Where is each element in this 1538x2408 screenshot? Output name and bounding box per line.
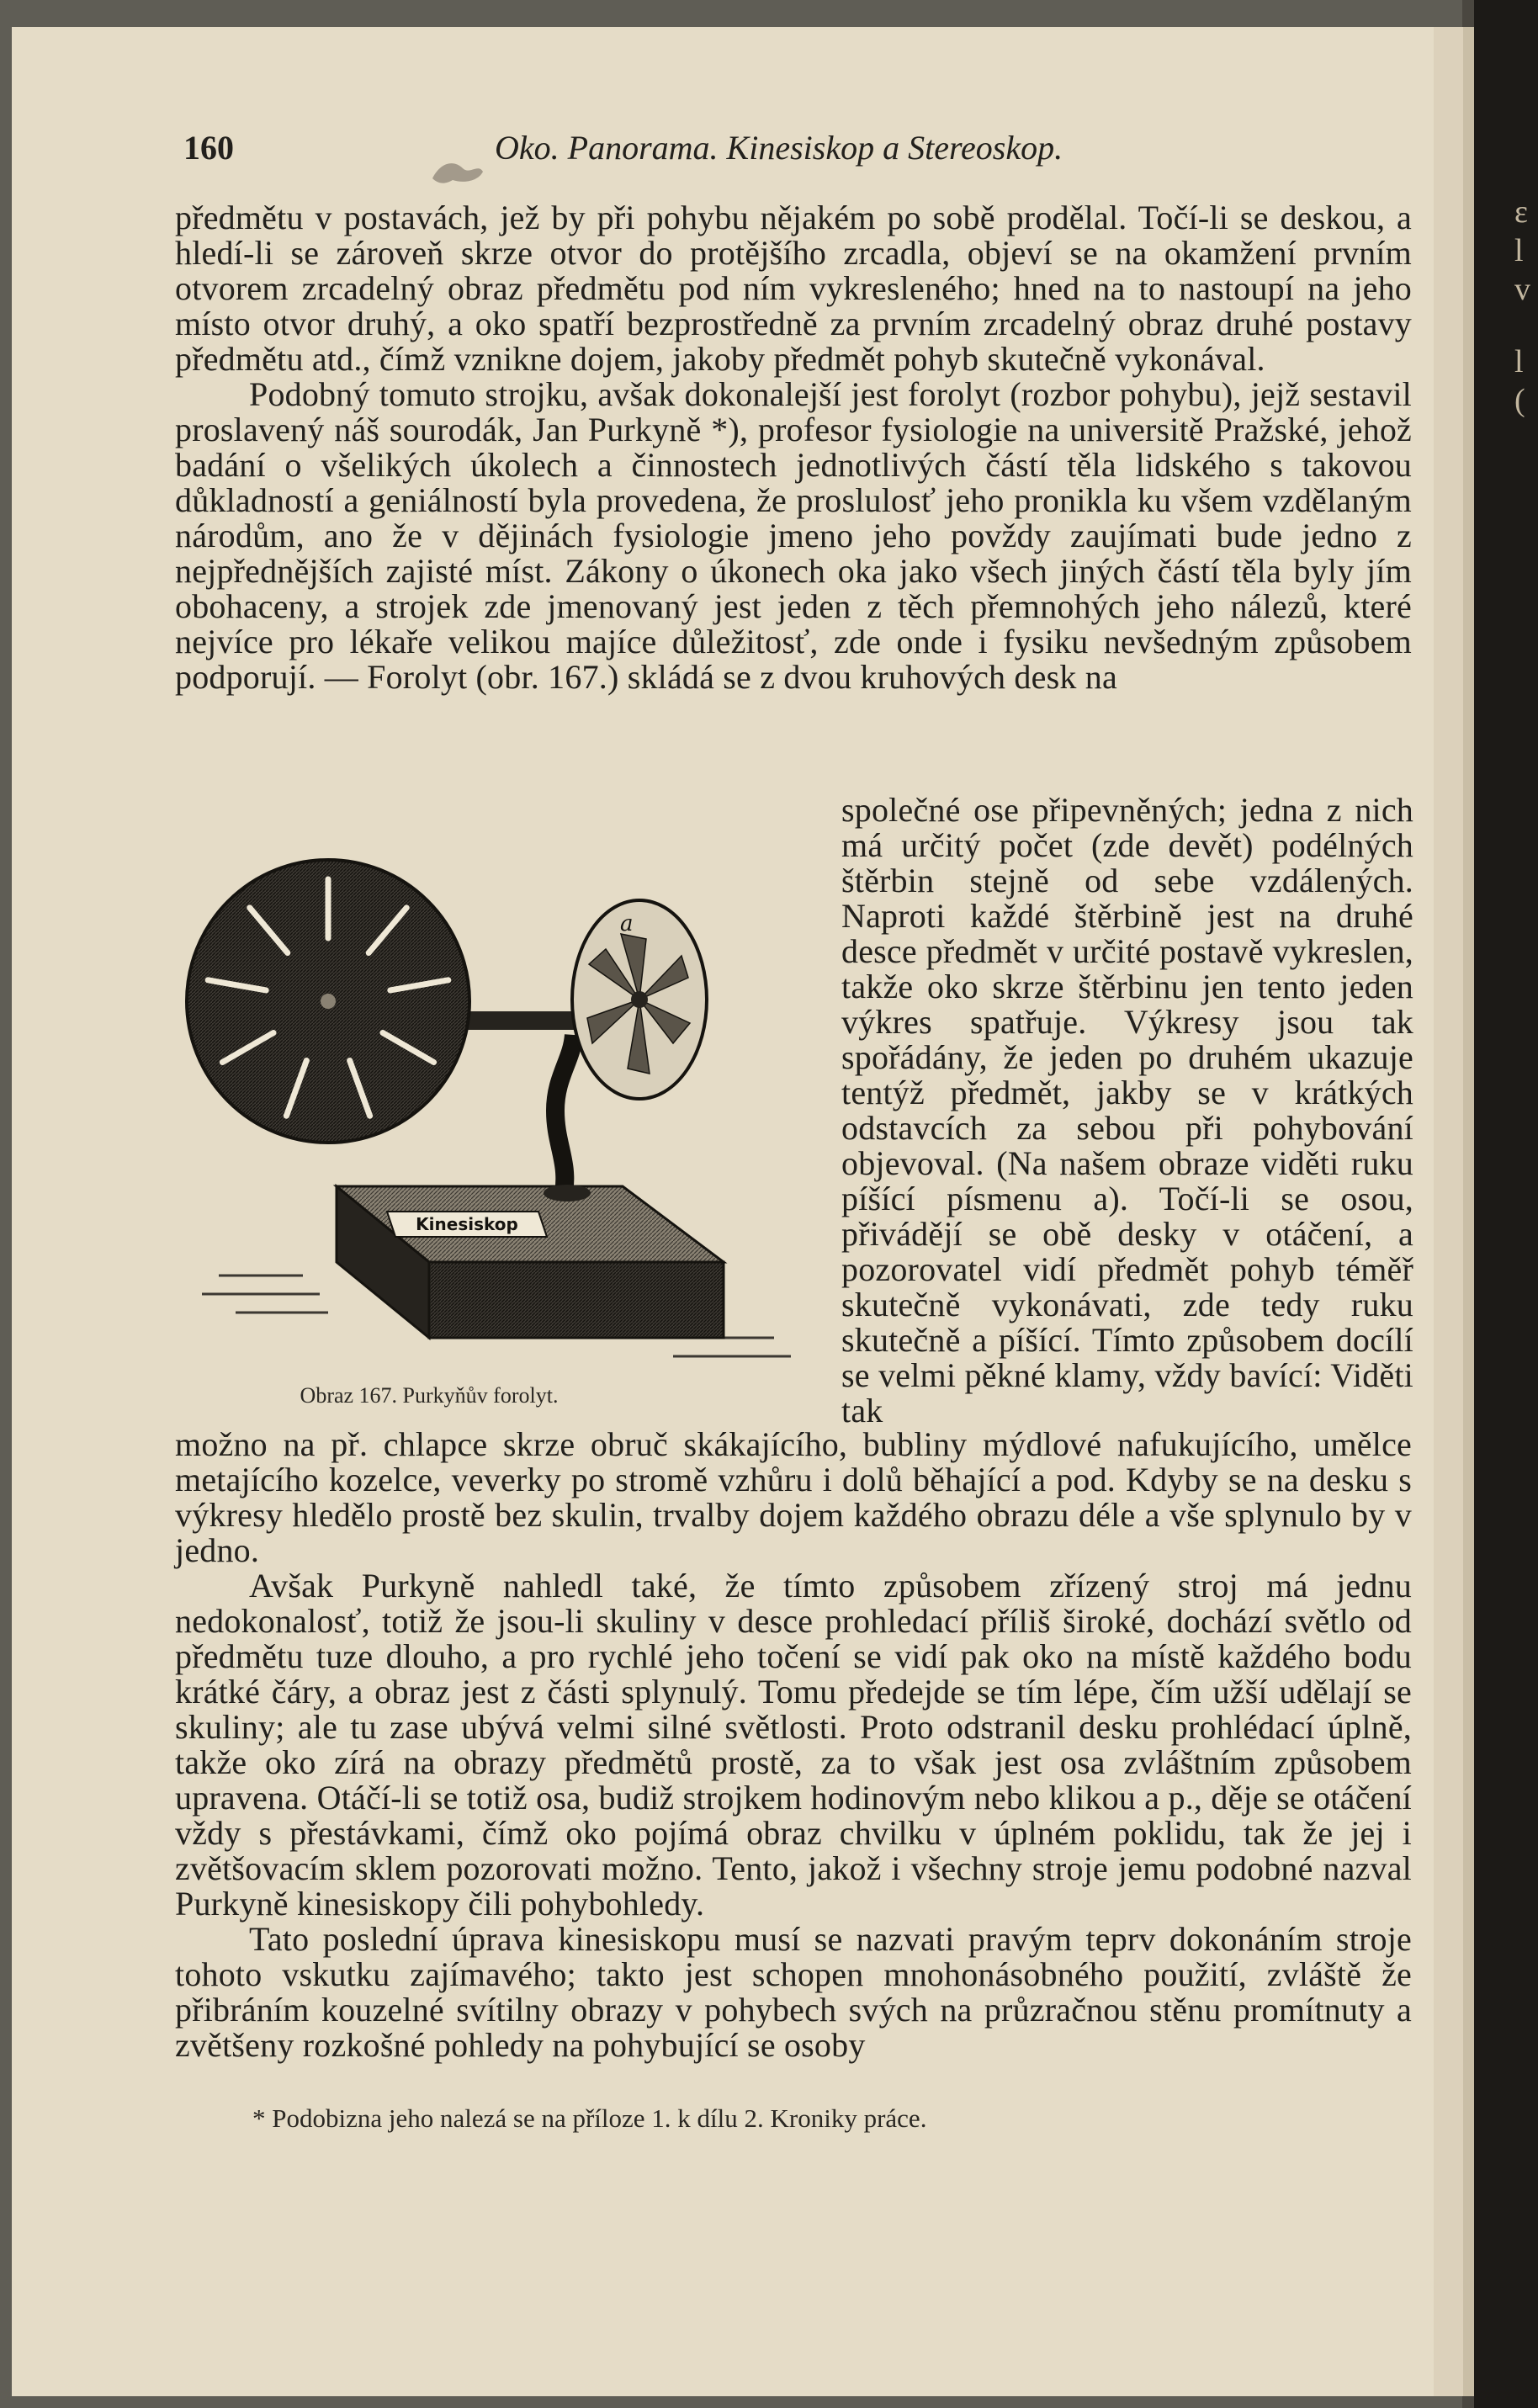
figure-letter-a: a: [620, 911, 634, 936]
margin-fragment: v: [1514, 272, 1530, 307]
text-block-top: [175, 200, 1412, 695]
ink-blot-mark: [429, 156, 486, 187]
paragraph: Avšak Purkyně nahledl také, že tímto způsobem zřízený stroj má jednu nedokonalosť, totiž že jsou-li skuliny v desce prohledací příliš široké, dochází světlo od předmětu tuze dlouho, a pro rychlé jeho točení se vidí pak oko na místě každého bodu krátké čáry, a obraz jest z části splynulý. Tomu předejde se tím lépe, čím užší udělají se skuliny; ale tu zase ubývá velmi silné světlosti. Proto odstranil desku prohlédací úplně, takže oko zírá na obrazy předmětů prostě, za to však jest osa zvláštním způsobem upravena. Otáčí-li se totiž osa, budiž strojkem hodinovým nebo klikou a p., děje se otáčení vždy s přestávkami, čímž oko pojímá obraz chvilku v úplném poklidu, tak že jej i zvětšovacím sklem pozorovati možno. Tento, jakož i všechny stroje jemu podobné nazval Purkyně kinesiskopy čili pohybohledy.: [175, 1567, 1412, 1923]
picture-disc: [572, 900, 707, 1099]
figure-caption: Obraz 167. Purkyňův forolyt.: [300, 1383, 559, 1408]
margin-fragment: (: [1514, 383, 1525, 418]
text-block-side: [841, 793, 1413, 1429]
margin-fragment: ε: [1514, 194, 1528, 230]
paragraph: Tato poslední úprava kinesiskopu musí se nazvati pravým teprv dokonáním stroje tohoto vskutku zajímavého; takto jest schopen mnohonásobného použití, zvláště že přibráním kouzelné svítilny obrazy v pohybech svých na průzračnou stěnu promítnuty a zvětšeny rozkošné pohledy na pohybující se osoby: [175, 1920, 1412, 2064]
page-header: [175, 128, 1412, 172]
text-block-bottom: [175, 1427, 1412, 2063]
page-number: 160: [183, 129, 234, 167]
running-title: Oko. Panorama. Kinesiskop a Stereoskop.: [495, 129, 1063, 167]
forolyt-illustration: [185, 791, 825, 1430]
book-spine: [1474, 0, 1538, 2408]
footnote: * Podobizna jeho nalezá se na příloze 1. k dílu 2. Kroniky práce.: [252, 2103, 927, 2133]
paragraph: možno na př. chlapce skrze obruč skákajícího, bubliny mýdlové nafukujícího, umělce metajícího kozelce, veverky po stromě vzhůru i dolů běhající a pod. Kdyby se na desku s výkresy hledělo prostě bez skulin, trvalby dojem každého obrazu déle a vše splynulo by v jedno.: [175, 1425, 1412, 1569]
paragraph: společné ose připevněných; jedna z nich má určitý počet (zde devět) podélných štěrbin stejně od sebe vzdálených. Naproti každé štěrbině jest na druhé desce předmět v určité postavě vykreslen, takže oko skrze štěrbinu jen tento jeden výkres spatřuje. Výkresy jsou tak spořádány, že jeden po druhém ukazuje tentýž předmět, jakby se v krátkých odstavcích za sebou při pohybování objevoval. (Na našem obraze viděti ruku píšící písmenu a). Točí-li se osou, přivádějí se obě desky v otáčení, a pozorovatel vidí předmět pohyb téměř skutečně vykonávati, zde tedy ruku skutečně a píšící. Tímto způsobem docílí se velmi pěkné klamy, vždy bavící: Viděti tak: [841, 791, 1413, 1429]
paragraph: Podobný tomuto strojku, avšak dokonalejší jest forolyt (rozbor pohybu), jejž sestavil proslavený náš sourodák, Jan Purkyně *), profesor fysiologie na universitě Pražské, jehož badání o všelikých úkolech a činnostech jednotlivých částí těla lidského s takovou důkladností a geniálností byla provedena, že proslulosť jeho pronikla ku všem vzdělaným národům, ano že v dějinách fysiologie jmeno jeho povždy zaujímati bude jedno z nejpřednějších zajisté míst. Zákony o úkonech oka jako všech jiných částí těla byly jím obohaceny, a strojek zde jmenovaný jest jeden z těch přemnohých jeho nálezů, které nejvíce pro lékaře velikou majíce důležitosť, zde onde i fysiku nevšedným způsobem podporují. — Forolyt (obr. 167.) skládá se z dvou kruhových desk na: [175, 375, 1412, 696]
base-box: [337, 1186, 724, 1338]
paragraph: předmětu v postavách, jež by při pohybu nějakém po sobě prodělal. Točí-li se deskou, a hledí-li se zároveň skrze otvor do protějšího zrcadla, objeví se na okamžení prvním otvorem zrcadelný obraz předmětu pod ním vykresleného; hned na to nastoupí na jeho místo otvor druhý, a oko spatří bezprostředně za prvním zrcadelný obraz druhé postavy předmětu atd., čímž vznikne dojem, jakoby předmět pohyb skutečně vykonával.: [175, 199, 1412, 378]
margin-fragment: l: [1514, 233, 1524, 268]
page-edge-shadow: [1463, 27, 1474, 2396]
margin-fragment: l: [1514, 344, 1524, 379]
base-label: Kinesiskop: [416, 1214, 518, 1234]
column-support: [454, 1011, 591, 1201]
